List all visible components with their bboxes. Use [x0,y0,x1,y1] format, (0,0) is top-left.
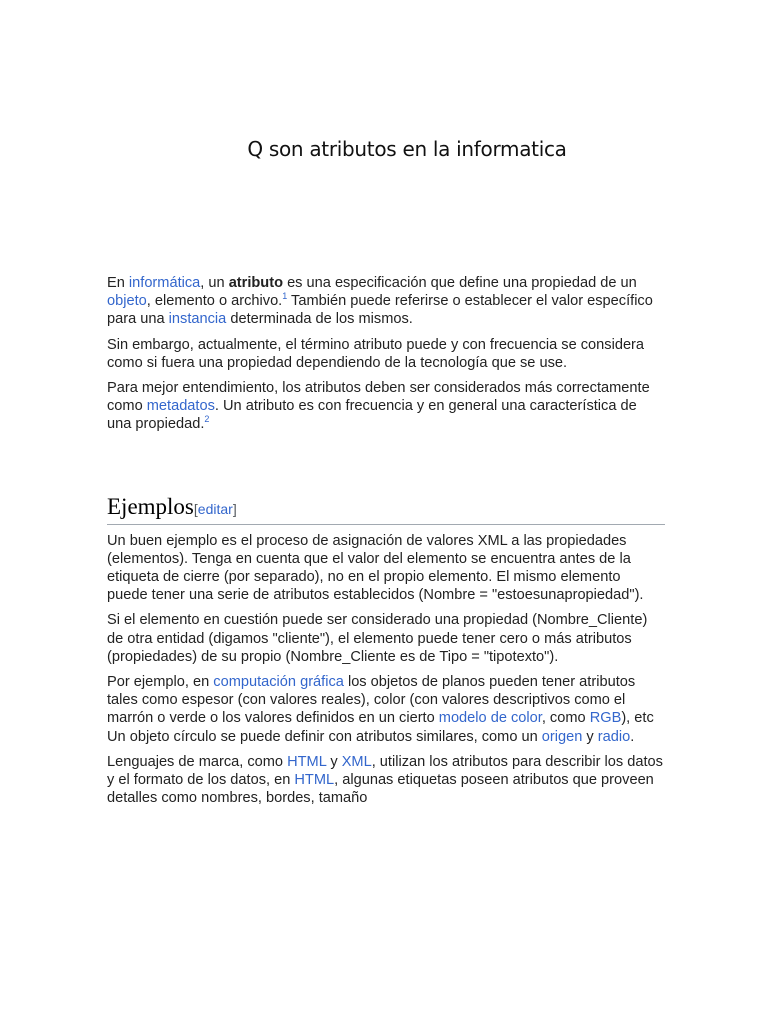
text-run: También puede referirse o establecer el valor específico para una [107,293,653,328]
link-modelo-de-color[interactable]: modelo de color [438,710,542,727]
link-origen[interactable]: origen [541,728,583,745]
intro-paragraph-1 [107,274,665,329]
section-heading-ejemplos [107,494,665,525]
text-run: , elemento o archivo. [146,293,283,310]
article-body [107,274,665,814]
link-instancia[interactable]: instancia [168,311,227,328]
text-run: . Un atributo es con frecuencia y en general una característica de una propiedad. [107,398,637,433]
text-run: y [582,728,598,745]
text-run: y [326,753,342,770]
link-informatica[interactable]: informática [128,275,201,291]
edit-section-button[interactable]: editar [197,500,233,517]
text-run: los objetos de planos pueden tener atributos tales como espesor (con valores reales), color (con valores descriptivos como el marrón o verde o los valores definidos en un cierto [107,674,636,727]
section-paragraph-2: Si el elemento en cuestión puede ser considerado una propiedad (Nombre_Cliente) de otra entidad (digamos "cliente"), el elemento puede tener cero o más atributos (propiedades) de su propio (Nombre_Cliente es de Tipo = "tipotexto"). [107,612,648,665]
section-paragraph-1: Un buen ejemplo es el proceso de asignación de valores XML a las propiedades (elementos). Tenga en cuenta que el valor del elemento se encuentra antes de la etiqueta de cierre (por separado), no en el propio elemento. El mismo elemento puede tener una serie de atributos establecidos (Nombre = "estoesunapropiedad"). [107,532,644,604]
section-paragraph-4 [107,753,665,808]
text-run: , como [541,710,590,727]
edit-bracket-open: [ [193,500,198,517]
link-radio[interactable]: radio [597,728,631,745]
intro-paragraph-2: Sin embargo, actualmente, el término atributo puede y con frecuencia se considera como si fuera una propiedad dependiendo de la tecnología que se use. [107,336,645,371]
text-run: . [630,728,635,745]
link-rgb[interactable]: RGB [589,710,622,727]
link-html[interactable]: HTML [287,753,327,770]
section-heading-text: Ejemplos [107,493,194,519]
link-xml[interactable]: XML [341,753,372,770]
edit-bracket-close: ] [232,500,237,517]
reference-2[interactable]: 2 [204,414,210,425]
text-run: determinada de los mismos. [226,311,413,328]
link-computacion-grafica[interactable]: computación gráfica [213,674,344,691]
link-objeto[interactable]: objeto [107,293,147,310]
text-run: ), etc Un objeto círculo se puede definir con atributos similares, como un [107,710,654,745]
link-metadatos[interactable]: metadatos [146,398,215,415]
text-run: , un [200,275,229,291]
text-run: Por ejemplo, en [107,674,214,691]
text-run: Para mejor entendimiento, los atributos deben ser considerados más correctamente como [107,380,650,415]
text-run: es una especificación que define una propiedad de un [283,275,637,291]
intro-paragraph-3 [107,379,665,434]
text-run: Lenguajes de marca, como [107,753,288,770]
bold-term-atributo: atributo [228,275,284,291]
text-run: , utilizan los atributos para describir los datos y el formato de los datos, en [107,753,663,789]
edit-section-link [194,501,237,517]
text-run: , algunas etiquetas poseen atributos que proveen detalles como nombres, bordes, tamaño [107,772,654,807]
section-paragraph-3 [107,673,665,746]
reference-1[interactable]: 1 [282,291,288,302]
text-run: En [107,275,129,291]
document-title: Q son atributos en la informatica [247,137,567,161]
link-html-2[interactable]: HTML [294,772,335,789]
